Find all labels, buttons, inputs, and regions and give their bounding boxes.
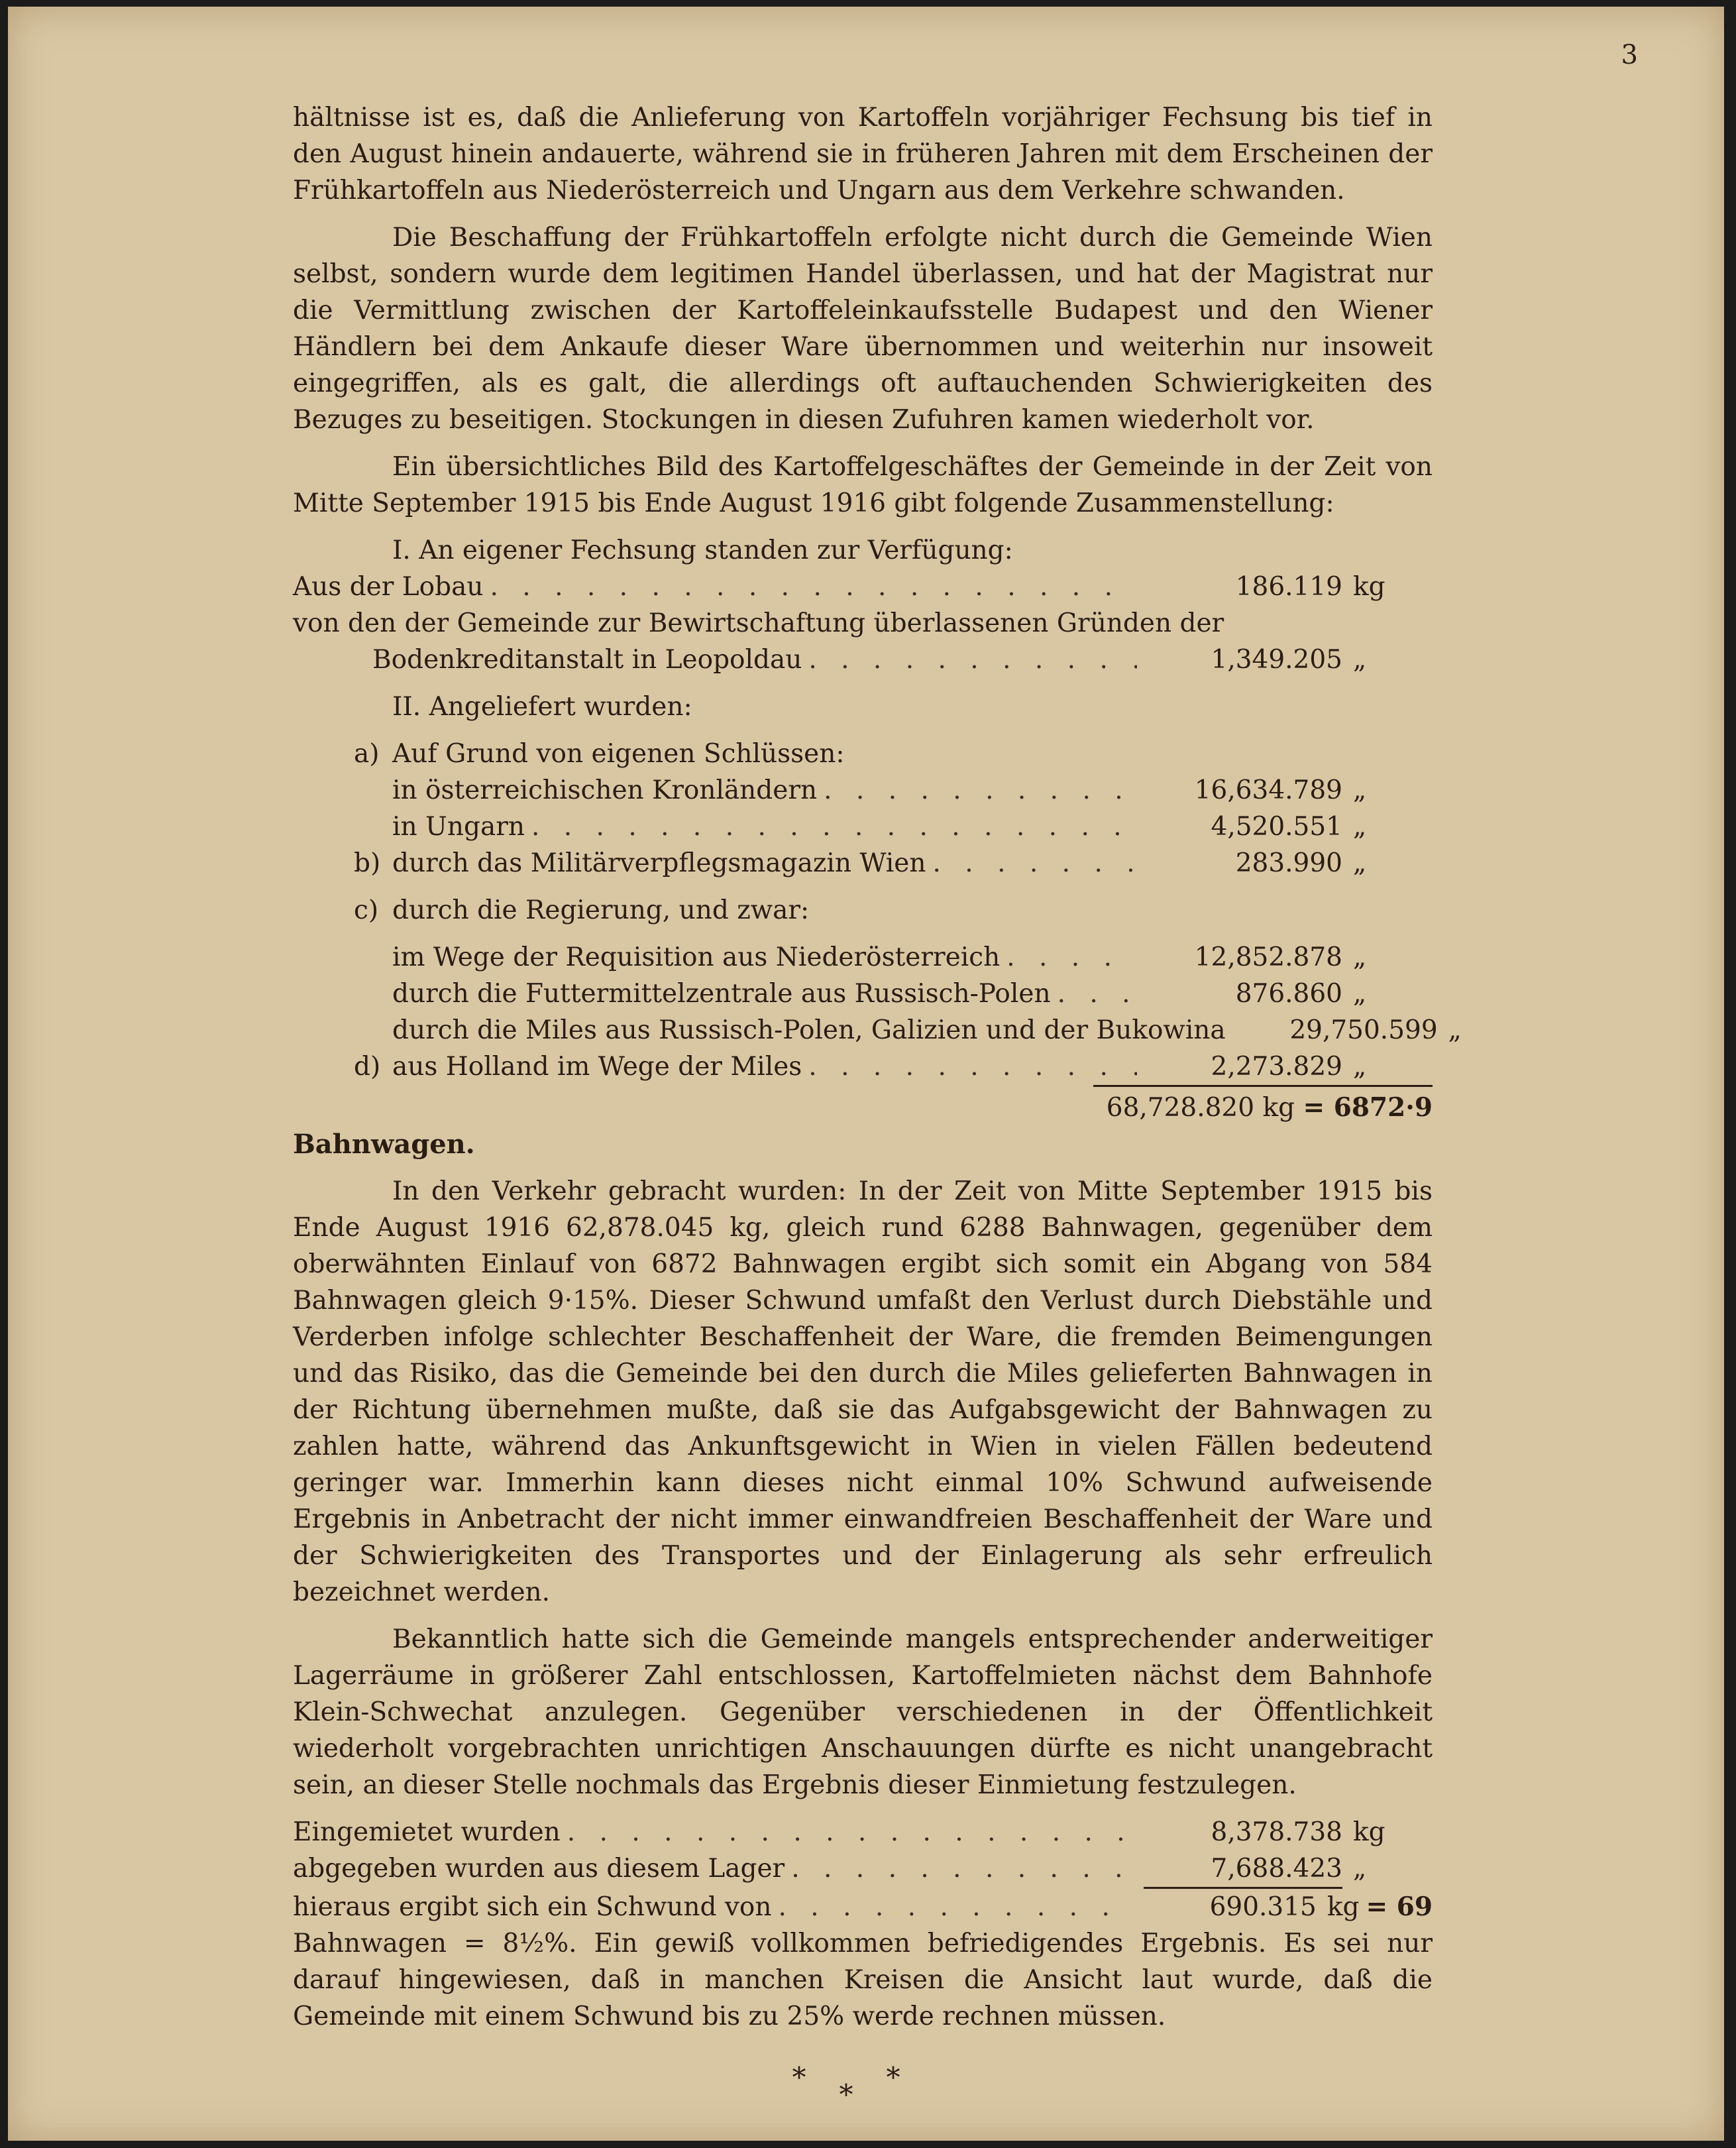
- row-c-futtermittel: durch die Futtermittelzentrale aus Russisch-Polen . . . 876.860 „: [293, 976, 1433, 1012]
- row-c-miles: durch die Miles aus Russisch-Polen, Galizien und der Bukowina 29,750.599 „: [392, 1015, 1462, 1045]
- row-a-title: a) Auf Grund von eigenen Schlüssen:: [354, 739, 845, 769]
- row-total: [293, 1085, 1433, 1126]
- intro-paragraph: hältnisse ist es, daß die Anlieferung von Kartoffeln vorjähriger Fechsung bis tief in den August hinein andauerte, während sie in früheren Jahren mit dem Erscheinen der Frühkartoffeln aus Niederösterreich und Ungarn aus dem Verkehre schwanden.: [293, 103, 1433, 205]
- row-b-militaer: b) durch das Militärverpflegsmagazin Wien . . . 283.990 „: [293, 845, 1433, 881]
- paragraph-bahnwagen: In den Verkehr gebracht wurden: In der Zeit von Mitte September 1915 bis Ende August 1916 62,878.045 kg, gleich rund 6288 Bahnwagen, gegenüber dem oberwähnten Einlauf von 6872 Bahnwagen ergibt sich somit ein Abgang von 584 Bahnwagen gleich 9·15%. Dieser Schwund umfaßt den Verlust durch Diebstähle und Verderben infolge schlechter Beschaffenheit der Ware, die fremden Beimengungen und das Risiko, das die Gemeinde bei den durch die Miles gelieferten Bahnwagen in der Richtung übernehmen mußte, daß sie das Aufgabsgewicht der Bahnwagen zu zahlen hatte, während das Ankunftsgewicht in Wien in vielen Fällen bedeutend geringer war. Immerhin kann dieses nicht einmal 10% Schwund aufweisende Ergebnis in Anbetracht der nicht immer einwandfreien Beschaffenheit der Ware und der Schwierigkeiten des Transportes und der Einlagerung als sehr erfreulich bezeichnet werden.: [293, 1176, 1433, 1607]
- row-bodenkredit-line1: von den der Gemeinde zur Bewirtschaftung überlassenen Gründen der: [293, 608, 1224, 638]
- document-page: [8, 7, 1724, 2141]
- row-d-holland: d) aus Holland im Wege der Miles . . . 2,273.829 „: [293, 1048, 1433, 1085]
- page-number: 3: [1621, 40, 1638, 70]
- total-value: 68,728.820: [1106, 1093, 1255, 1123]
- text-column: [293, 99, 1462, 2111]
- section-divider-stars: [293, 2061, 1433, 2111]
- section-own-harvest-title: I. An eigener Fechsung standen zur Verfügung:: [392, 536, 1013, 565]
- row-eingemietet: Eingemietet wurden . . . 8,378.738 kg: [293, 1814, 1433, 1850]
- star: *: [839, 2078, 887, 2111]
- row-c-requisition: im Wege der Requisition aus Niederösterreich . . . 12,852.878 „: [293, 939, 1433, 976]
- paragraph-overview: Ein übersichtliches Bild des Kartoffelgeschäftes der Gemeinde in der Zeit von Mitte September 1915 bis Ende August 1916 gibt folgende Zusammenstellung:: [293, 452, 1433, 518]
- paragraph-procurement: Die Beschaffung der Frühkartoffeln erfolgte nicht durch die Gemeinde Wien selbst, sondern wurde dem legitimen Handel überlassen, und hat der Magistrat nur die Vermittlung zwischen der Kartoffeleinkaufsstelle Budapest und den Wiener Händlern bei dem Ankaufe dieser Ware übernommen und weiterhin nur insoweit eingegriffen, als es galt, die allerdings oft auftauchenden Schwierigkeiten des Bezuges zu beseitigen. Stockungen in diesen Zufuhren kamen wiederholt vor.: [293, 223, 1433, 435]
- paragraph-einmietung: Bekanntlich hatte sich die Gemeinde mangels entsprechender anderweitiger Lagerräume in größerer Zahl entschlossen, Kartoffelmieten nächst dem Bahnhofe Klein-Schwechat anzulegen. Gegenüber verschiedenen in der Öffentlichkeit wiederholt vorgebrachten unrichtigen Anschauungen dürfte es nicht unangebracht sein, an dieser Stelle nochmals das Ergebnis dieser Einmietung festzulegen.: [293, 1624, 1433, 1800]
- row-abgegeben: abgegeben wurden aus diesem Lager . . . 7,688.423 „: [293, 1850, 1433, 1889]
- star: *: [792, 2061, 840, 2094]
- row-a-ungarn: in Ungarn . . . 4,520.551 „: [293, 809, 1433, 845]
- row-c-title: c) durch die Regierung, und zwar:: [354, 895, 810, 925]
- total-unit: kg: [1262, 1093, 1295, 1123]
- row-lobau: Aus der Lobau . . . 186.119 kg: [293, 569, 1433, 605]
- row-a-kronlaender: in österreichischen Kronländern . . . 16,634.789 „: [293, 772, 1433, 809]
- row-schwund: hieraus ergibt sich ein Schwund von . . . 690.315 kg = 69: [293, 1889, 1433, 1925]
- row-bodenkredit: Bodenkreditanstalt in Leopoldau . . . 1,349.205 „: [293, 642, 1433, 678]
- heading-bahnwagen: Bahnwagen.: [293, 1129, 475, 1160]
- star: *: [886, 2061, 934, 2094]
- schwund-wagons: = 69: [1366, 1892, 1433, 1922]
- schwund-unit: kg: [1327, 1892, 1360, 1922]
- section-delivered-title: II. Angeliefert wurden:: [392, 692, 692, 722]
- total-wagons: = 6872·9: [1303, 1092, 1433, 1123]
- paragraph-result: Bahnwagen = 8½%. Ein gewiß vollkommen befriedigendes Ergebnis. Es sei nur darauf hingewiesen, daß in manchen Kreisen die Ansicht laut wurde, daß die Gemeinde mit einem Schwund bis zu 25% werde rechnen müssen.: [293, 1929, 1433, 2031]
